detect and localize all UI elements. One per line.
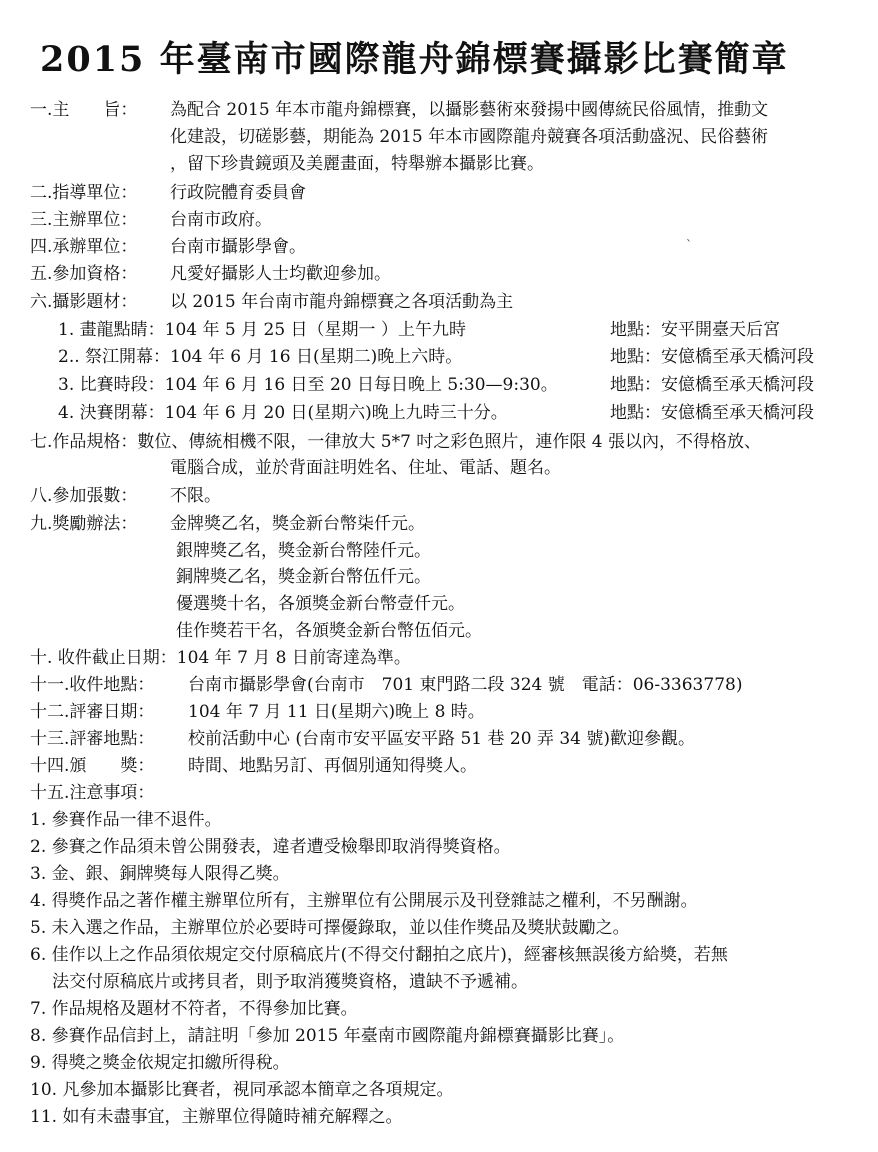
section-text: 台南市攝影學會。 — [170, 237, 306, 257]
event-item — [58, 345, 814, 369]
section-judging-date — [30, 700, 485, 724]
section-text: 化建設，切磋影藝，期能為 2015 年本市國際龍舟競賽各項活動盛況、民俗藝術 — [170, 127, 769, 147]
note-item: 1. 參賽作品一律不退件。 — [30, 810, 222, 830]
section-organizer — [30, 208, 272, 232]
note-item: 2. 參賽之作品須未曾公開發表，違者遭受檢舉即取消得獎資格。 — [30, 837, 511, 857]
note-item: 10. 凡參加本攝影比賽者，視同承認本簡章之各項規定。 — [30, 1080, 454, 1100]
section-eligibility — [30, 262, 391, 286]
section-supervisor — [30, 181, 306, 205]
section-label: 九.獎勵辦法： — [30, 514, 138, 534]
event-place: 地點：安億橋至承天橋河段 — [610, 347, 814, 367]
section-text: 凡愛好攝影人士均歡迎參加。 — [170, 264, 391, 284]
section-quantity — [30, 484, 221, 508]
section-label: 十三.評審地點： — [30, 729, 155, 749]
section-text: 行政院體育委員會 — [170, 183, 306, 203]
event-time: 1. 畫龍點睛：104 年 5 月 25 日（星期一 ）上午九時 — [58, 320, 466, 340]
section-label: 一.主 旨： — [30, 100, 138, 120]
event-time: 4. 決賽閉幕：104 年 6 月 20 日(星期六)晚上九時三十分。 — [58, 403, 508, 423]
section-label: 二.指導單位： — [30, 183, 138, 203]
section-label: 六.攝影題材： — [30, 292, 138, 312]
note-item: 7. 作品規格及題材不符者，不得參加比賽。 — [30, 999, 358, 1019]
event-time: 3. 比賽時段：104 年 6 月 16 日至 20 日每日晚上 5:30—9:30。 — [58, 375, 558, 395]
award-item: 優選獎十名，各頒獎金新台幣壹仟元。 — [176, 594, 465, 614]
event-item — [58, 373, 814, 397]
section-text: 以 2015 年台南市龍舟錦標賽之各項活動為主 — [170, 292, 514, 312]
event-place: 地點：安平開臺天后宮 — [610, 320, 780, 340]
section-text: ，留下珍貴鏡頭及美麗畫面，特舉辦本攝影比賽。 — [170, 154, 544, 174]
note-item: 9. 得獎之獎金依規定扣繳所得稅。 — [30, 1053, 290, 1073]
event-item — [58, 318, 780, 342]
event-item — [58, 401, 814, 425]
award-item: 銀牌獎乙名，獎金新台幣陸仟元。 — [176, 541, 431, 561]
section-submission — [30, 673, 742, 697]
award-item: 銅牌獎乙名，獎金新台幣伍仟元。 — [176, 567, 431, 587]
section-ceremony — [30, 754, 477, 778]
award-item: 金牌獎乙名，獎金新台幣柒仟元。 — [170, 514, 425, 534]
section-notes: 十五.注意事項： — [30, 783, 155, 803]
section-purpose — [30, 98, 768, 122]
note-item: 6. 佳作以上之作品須依規定交付原稿底片(不得交付翻拍之底片)，經審核無誤後方給獎，若無 — [30, 945, 728, 965]
section-specification: 七.作品規格：數位、傳統相機不限，一律放大 5*7 吋之彩色照片，連作限 4 張以內，不得格放、 — [30, 432, 761, 452]
section-text: 台南市攝影學會(台南市 701 東門路二段 324 號 電話：06-3363778) — [188, 675, 743, 695]
note-item: 3. 金、銀、銅牌獎每人限得乙獎。 — [30, 864, 290, 884]
event-time: 2.. 祭江開幕：104 年 6 月 16 日(星期二)晚上六時。 — [58, 347, 463, 367]
section-label: 十一.收件地點： — [30, 675, 155, 695]
note-item: 11. 如有未盡事宜，主辦單位得隨時補充解釋之。 — [30, 1107, 403, 1127]
page-title: 2015 年臺南市國際龍舟錦標賽攝影比賽簡章 — [40, 39, 789, 80]
section-text: 104 年 7 月 11 日(星期六)晚上 8 時。 — [188, 702, 485, 722]
section-label: 五.參加資格： — [30, 264, 138, 284]
section-label: 四.承辦單位： — [30, 237, 138, 257]
event-place: 地點：安億橋至承天橋河段 — [610, 403, 814, 423]
section-awards — [30, 512, 425, 536]
stray-mark: ˋ — [686, 238, 692, 252]
section-text: 時間、地點另訂、再個別通知得獎人。 — [188, 756, 477, 776]
section-label: 十四.頒 獎： — [30, 756, 155, 776]
section-executor — [30, 235, 306, 259]
section-deadline: 十. 收件截止日期：104 年 7 月 8 日前寄達為準。 — [30, 648, 411, 668]
section-text: 為配合 2015 年本市龍舟錦標賽，以攝影藝術來發揚中國傳統民俗風情，推動文 — [170, 100, 769, 120]
section-text: 台南市政府。 — [170, 210, 272, 230]
section-text: 校前活動中心 (台南市安平區安平路 51 巷 20 弄 34 號)歡迎參觀。 — [188, 729, 695, 749]
section-subject — [30, 290, 513, 314]
section-label: 三.主辦單位： — [30, 210, 138, 230]
section-text: 不限。 — [170, 486, 221, 506]
note-item: 5. 未入選之作品，主辦單位於必要時可擇優錄取，並以佳作獎品及獎狀鼓勵之。 — [30, 918, 630, 938]
note-item-continuation: 法交付原稿底片或拷貝者，則予取消獲獎資格，遺缺不予遞補。 — [52, 972, 528, 992]
section-label: 十二.評審日期： — [30, 702, 155, 722]
section-label: 八.參加張數： — [30, 486, 138, 506]
note-item: 4. 得獎作品之著作權主辦單位所有，主辦單位有公開展示及刊登雜誌之權利，不另酬謝。 — [30, 891, 698, 911]
note-item: 8. 參賽作品信封上，請註明「參加 2015 年臺南市國際龍舟錦標賽攝影比賽」。 — [30, 1026, 625, 1046]
award-item: 佳作獎若干名，各頒獎金新台幣伍佰元。 — [176, 621, 482, 641]
section-judging-venue — [30, 727, 695, 751]
section-text: 電腦合成，並於背面註明姓名、住址、電話、題名。 — [170, 458, 561, 478]
event-place: 地點：安億橋至承天橋河段 — [610, 375, 814, 395]
